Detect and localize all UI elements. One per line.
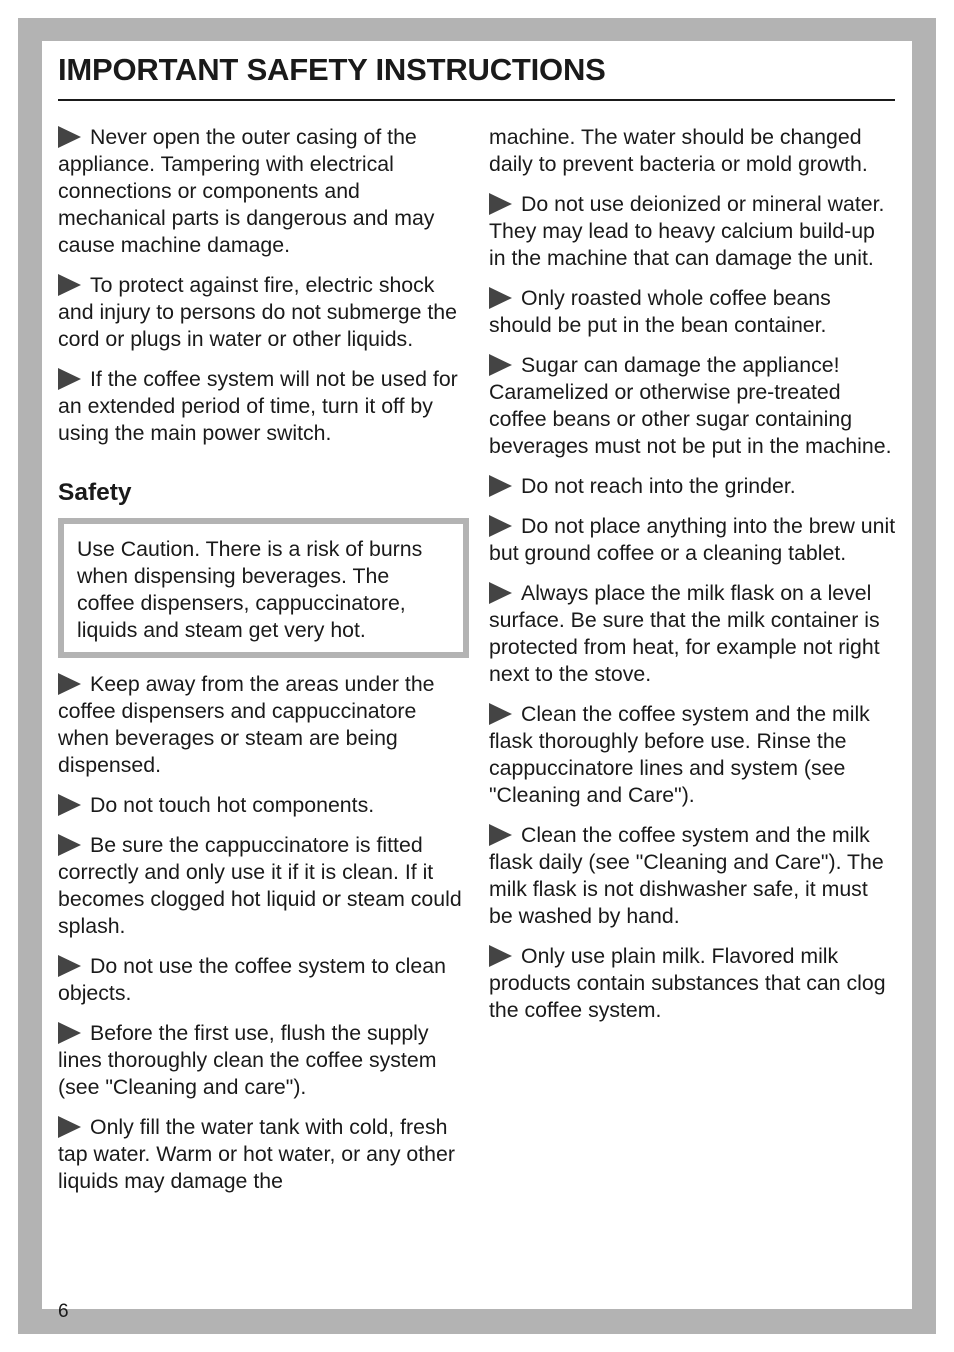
caution-text: Use Caution. There is a risk of burns when dispensing beverages. The coffee dispensers, cappuccinatore, liquids and steam get very hot. [77,537,423,642]
instruction-item: Do not reach into the grinder. [489,473,897,500]
instruction-item: Be sure the cappuccinatore is fitted correctly and only use it if it is clean. If it becomes clogged hot liquid or steam could splash. [58,833,462,938]
triangle-bullet-icon [58,1022,81,1044]
instruction-item: Before the first use, flush the supply lines thoroughly clean the coffee system (see "Cleaning and care"). [58,1021,437,1099]
instruction-item: Sugar can damage the appliance! Caramelized or otherwise pre-treated coffee beans or other sugar containing beverages must not be put in the machine. [489,353,892,458]
instruction-item: Keep away from the areas under the coffee dispensers and cappuccinatore when beverages or steam are being dispensed. [58,672,435,777]
triangle-bullet-icon [489,515,512,537]
page-title: IMPORTANT SAFETY INSTRUCTIONS [58,52,606,87]
triangle-bullet-icon [58,673,81,695]
instruction-item: Never open the outer casing of the appliance. Tampering with electrical connections or components and mechanical parts is dangerous and may cause machine damage. [58,125,435,257]
right-column [489,124,897,1037]
instruction-item: To protect against fire, electric shock and injury to persons do not submerge the cord or plugs in water or other liquids. [58,273,457,351]
triangle-bullet-icon [489,703,512,725]
triangle-bullet-icon [58,1116,81,1138]
instruction-item: Only use plain milk. Flavored milk products contain substances that can clog the coffee system. [489,944,886,1022]
instruction-item: Do not use deionized or mineral water. They may lead to heavy calcium build-up in the machine that can damage the unit. [489,192,885,270]
triangle-bullet-icon [58,274,81,296]
instruction-item: Clean the coffee system and the milk flask thoroughly before use. Rinse the cappuccinatore lines and system (see "Cleaning and Care"). [489,702,870,807]
triangle-bullet-icon [489,475,512,497]
caution-box [58,518,469,658]
triangle-bullet-icon [58,794,81,816]
instruction-item: Only roasted whole coffee beans should be put in the bean container. [489,286,831,337]
triangle-bullet-icon [58,955,81,977]
page-number: 6 [58,1301,69,1322]
instruction-item: Clean the coffee system and the milk flask daily (see "Cleaning and Care"). The milk flask is not dishwasher safe, it must be washed by hand. [489,823,884,928]
triangle-bullet-icon [489,945,512,967]
instruction-item: Do not place anything into the brew unit but ground coffee or a cleaning tablet. [489,514,896,565]
instruction-item: Only fill the water tank with cold, fresh tap water. Warm or hot water, or any other liquids may damage the [58,1115,455,1193]
instruction-continuation: machine. The water should be changed daily to prevent bacteria or mold growth. [489,125,868,176]
triangle-bullet-icon [489,354,512,376]
instruction-item: Always place the milk flask on a level surface. Be sure that the milk container is protected from heat, for example not right next to the stove. [489,581,880,686]
triangle-bullet-icon [58,834,81,856]
triangle-bullet-icon [489,582,512,604]
instruction-item: Do not touch hot components. [58,792,466,819]
triangle-bullet-icon [489,287,512,309]
triangle-bullet-icon [58,368,81,390]
triangle-bullet-icon [489,193,512,215]
page-header [58,50,895,101]
triangle-bullet-icon [489,824,512,846]
left-column [58,124,466,1208]
section-heading-safety: Safety [58,479,132,506]
instruction-item: Do not use the coffee system to clean objects. [58,954,446,1005]
instruction-item: If the coffee system will not be used for an extended period of time, turn it off by using the main power switch. [58,367,458,445]
triangle-bullet-icon [58,126,81,148]
